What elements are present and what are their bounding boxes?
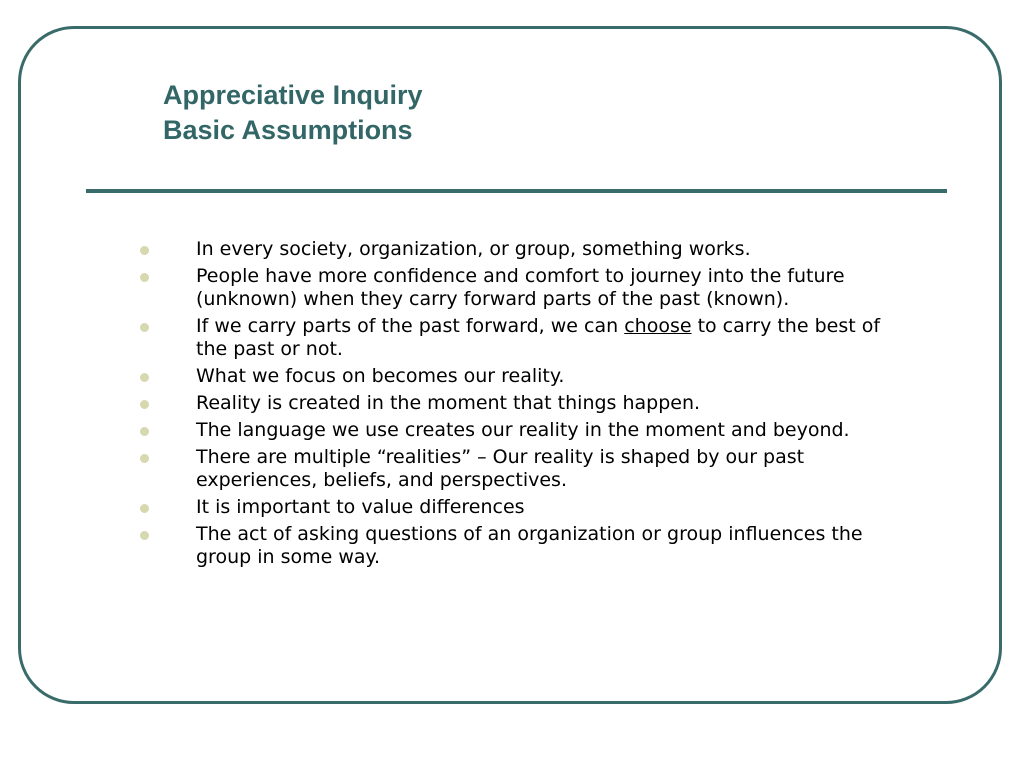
bullet-dot-icon (140, 504, 149, 513)
bullet-item (140, 315, 900, 361)
bullet-item (140, 238, 900, 261)
bullet-item (140, 365, 900, 388)
bullet-text: It is important to value differences (196, 496, 525, 518)
title-divider (86, 189, 947, 193)
bullet-item (140, 419, 900, 442)
bullet-text: The language we use creates our reality in the moment and beyond. (196, 419, 850, 441)
bullet-item (140, 392, 900, 415)
bullet-text: What we focus on becomes our reality. (196, 365, 565, 387)
bullet-text: The act of asking questions of an organization or group influences the group in some way. (196, 523, 863, 568)
bullet-text: Reality is created in the moment that things happen. (196, 392, 701, 414)
bullet-dot-icon (140, 400, 149, 409)
bullet-item (140, 496, 900, 519)
slide-title (163, 78, 423, 148)
bullet-dot-icon (140, 373, 149, 382)
bullet-dot-icon (140, 427, 149, 436)
bullet-list (140, 238, 900, 573)
bullet-item (140, 265, 900, 311)
bullet-item (140, 523, 900, 569)
slide-title-line-2: Basic Assumptions (163, 115, 413, 145)
bullet-text: People have more confidence and comfort to journey into the future (unknown) when they carry forward parts of the past (known). (196, 265, 845, 310)
bullet-text: There are multiple “realities” – Our reality is shaped by our past experiences, beliefs, and perspectives. (196, 446, 805, 491)
bullet-text-before: If we carry parts of the past forward, we can (196, 315, 625, 337)
bullet-dot-icon (140, 323, 149, 332)
bullet-dot-icon (140, 454, 149, 463)
bullet-text-after: to carry the best of the past or not. (196, 315, 881, 360)
bullet-dot-icon (140, 273, 149, 282)
bullet-item (140, 446, 900, 492)
bullet-dot-icon (140, 246, 149, 255)
bullet-emphasis-choose: choose (624, 315, 692, 337)
bullet-dot-icon (140, 531, 149, 540)
slide-title-line-1: Appreciative Inquiry (163, 80, 423, 110)
bullet-text: In every society, organization, or group, something works. (196, 238, 751, 260)
